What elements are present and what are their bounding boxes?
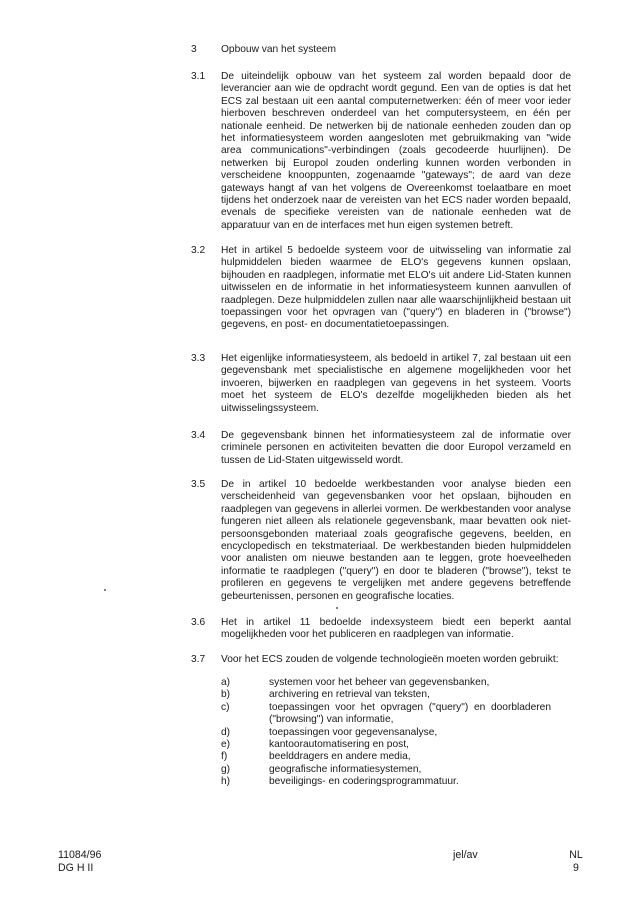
list-item	[221, 702, 551, 727]
list-item-letter: a)	[221, 677, 231, 688]
list-item-letter: g)	[221, 763, 231, 775]
list-item-text: kantoorautomatisering en post,	[269, 739, 409, 751]
paragraph-text: Het in artikel 5 bedoelde systeem voor de uitwisseling van informatie zal hulpmiddelen bieden waarmee de ELO's gegevens kunnen opslaan, bijhouden en raadplegen, informatie met ELO's uit andere Lid-Staten kunnen uitwisselen en de informatie in het informatiesysteem kunnen aanvullen of raadplegen. Deze hulpmiddelen zullen naar alle waarschijnlijkheid bestaan uit toepassingen voor het opvragen van ("query") en bladeren in ("browse") gegevens, en post- en documentatietoepassingen.	[221, 245, 571, 331]
paragraph-text: De uiteindelijk opbouw van het systeem zal worden bepaald door de leverancier aan wie de opdracht wordt gegund. Een van de opties is dat het ECS zal bestaan uit een aantal computernetwerken: één of meer voor ieder hierboven beschreven onderdeel van het computersysteem, en één per nationale eenheid. De netwerken bij de nationale eenheden zouden dan op het informatiesysteem worden aangesloten met gebruikmaking van "wide area communications"-verbindingen (zoals gecodeerde huurlijnen). De netwerken bij Europol zouden onderling kunnen worden verbonden in verscheidene knooppunten, zogenaamde "gateways"; de aard van deze gateways hangt af van het volgens de Overeenkomst toelaatbare en moet tijdens het onderzoek naar de vereisten van het ECS nader worden bepaald, evenals de specifieke vereisten van de nationale eenheden wat de apparatuur van en de interfaces met hun eigen systemen betreft.	[221, 71, 571, 231]
list-item-letter: d)	[221, 726, 231, 738]
paragraph-3-7	[191, 654, 571, 666]
list-item	[221, 727, 551, 739]
paragraph-3-3	[191, 353, 571, 415]
paragraph-number: 3.3	[191, 353, 206, 364]
list-item-text: toepassingen voor het opvragen ("query") en doorbladeren ("browsing") van informatie,	[269, 701, 551, 726]
section-title: Opbouw van het systeem	[221, 44, 336, 55]
section-heading	[191, 44, 591, 56]
footer-page-number: 9	[573, 862, 579, 874]
list-item-letter: b)	[221, 689, 231, 701]
paragraph-text: Het eigenlijke informatiesysteem, als bedoeld in artikel 7, zal bestaan uit een gegevensbank met specialistische en algemene mogelijkheden voor het invoeren, bijwerken en raadplegen van gegevens in het systeem. Voorts moet het systeem de ELO's dezelfde mogelijkheden bieden als het uitwisselingssysteem.	[221, 353, 571, 414]
list-item-letter: f)	[221, 751, 228, 763]
list-item-text: toepassingen voor gegevensanalyse,	[269, 726, 438, 738]
footer-reference	[58, 849, 101, 875]
list-item	[221, 751, 551, 763]
paragraph-number: 3.6	[191, 617, 206, 628]
list-item-text: geografische informatiesystemen,	[269, 763, 422, 775]
paragraph-3-6	[191, 617, 571, 642]
list-item-text: systemen voor het beheer van gegevensbanken,	[269, 677, 490, 688]
footer-page-info	[566, 849, 586, 875]
footer-department: DG H II	[58, 862, 94, 874]
list-item-text: beveiligings- en coderingsprogrammatuur.	[269, 776, 459, 788]
paragraph-3-4	[191, 430, 571, 467]
list-item-letter: e)	[221, 739, 231, 751]
paragraph-text: De in artikel 10 bedoelde werkbestanden voor analyse bieden een verscheidenheid van gegevensbanken voor het opslaan, bijhouden en raadplegen van gegevens in allerlei vormen. De werkbestanden voor analyse fungeren niet alleen als relationele gegevensbank, maar bevatten ook niet-persoonsgebonden materiaal zoals geografische gegevens, beelden, en encyclopedisch en tekstmateriaal. De werkbestanden bieden hulpmiddelen voor analisten om nieuwe bestanden aan te leggen, grote hoeveelheden informatie te raadplegen ("query") en door te bladeren ("browse"), tekst te profileren en gegevens te vergelijken met andere gegevens betreffende gebeurtenissen, personen en geografische locaties.	[221, 479, 571, 602]
paragraph-text: Voor het ECS zouden de volgende technologieën moeten worden gebruikt:	[221, 654, 559, 665]
paragraph-3-1	[191, 71, 571, 232]
list-item	[221, 764, 551, 776]
paragraph-number: 3.1	[191, 71, 206, 82]
list-item	[221, 776, 551, 788]
paragraph-number: 3.7	[191, 654, 206, 665]
list-item	[221, 739, 551, 751]
paragraph-3-5	[191, 479, 571, 603]
scan-speck	[336, 607, 338, 609]
list-item	[221, 689, 551, 701]
paragraph-number: 3.5	[191, 479, 206, 490]
technology-list	[221, 677, 551, 789]
list-item-text: beelddragers en andere media,	[269, 751, 411, 763]
list-item-letter: c)	[221, 701, 230, 713]
paragraph-text: De gegevensbank binnen het informatiesysteem zal de informatie over criminele personen en activiteiten bevatten die door Europol verzameld en tussen de Lid-Staten uitgewisseld wordt.	[221, 430, 571, 466]
scan-speck	[104, 589, 106, 591]
footer-initials: jel/av	[453, 849, 478, 861]
list-item-text: archivering en retrieval van teksten,	[269, 689, 430, 701]
list-item	[221, 677, 551, 689]
paragraph-number: 3.4	[191, 430, 206, 441]
section-number: 3	[191, 44, 197, 55]
paragraph-3-2	[191, 245, 571, 332]
paragraph-text: Het in artikel 11 bedoelde indexsysteem biedt een beperkt aantal mogelijkheden voor het publiceren en raadplegen van informatie.	[221, 617, 571, 641]
paragraph-number: 3.2	[191, 245, 206, 256]
list-item-letter: h)	[221, 776, 231, 788]
footer-doc-number: 11084/96	[58, 849, 102, 861]
footer-language: NL	[569, 849, 583, 861]
